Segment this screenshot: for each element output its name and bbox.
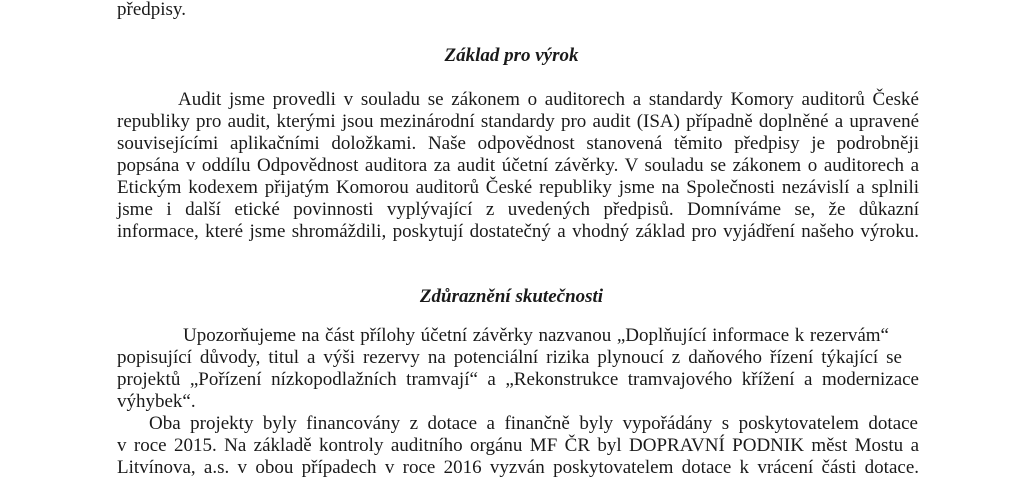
paragraph-line: republiky pro audit, kterými jsou mezinárodní standardy pro audit (ISA) případně doplněné a upravené (117, 111, 919, 132)
paragraph-line: Oba projekty byly financovány z dotace a finančně byly vypořádány s poskytovatelem dotace (149, 413, 918, 434)
paragraph-line: výhybek“. (117, 391, 196, 412)
section-heading-emphasis-of-matter: Zdůraznění skutečnosti (419, 286, 604, 307)
paragraph-line: popsána v oddílu Odpovědnost auditora za audit účetní závěrky. V souladu se zákonem o auditorech a (117, 155, 919, 176)
paragraph-line: Etickým kodexem přijatým Komorou auditorů České republiky jsme na Společnosti nezávislí a splnili (117, 177, 919, 198)
paragraph-line: Litvínova, a.s. v obou případech v roce 2016 vyzván poskytovatelem dotace k vrácení části dotace. (117, 457, 919, 478)
paragraph-line: jsme i další etické povinnosti vyplývající z uvedených předpisů. Domníváme se, že důkazní (117, 199, 919, 220)
paragraph-line: Upozorňujeme na část přílohy účetní závěrky nazvanou „Doplňující informace k rezervám“ (183, 325, 889, 346)
paragraph-line: informace, které jsme shromáždili, poskytují dostatečný a vhodný základ pro vyjádření našeho výroku. (117, 221, 919, 242)
section-heading-basis-for-opinion: Základ pro výrok (444, 45, 579, 66)
paragraph-line: Audit jsme provedli v souladu se zákonem o auditorech a standardy Komory auditorů České (178, 89, 919, 110)
paragraph-line: popisující důvody, titul a výši rezervy na potenciální rizika plynoucí z daňového řízení týkající se (117, 347, 902, 368)
paragraph-line: souvisejícími aplikačními doložkami. Naše odpovědnost stanovená těmito předpisy je podrobněji (117, 133, 919, 154)
paragraph-line: v roce 2015. Na základě kontroly auditního orgánu MF ČR byl DOPRAVNÍ PODNIK měst Mostu a (117, 435, 919, 456)
paragraph-line: projektů „Pořízení nízkopodlažních tramvají“ a „Rekonstrukce tramvajového křížení a modernizace (117, 369, 919, 390)
previous-paragraph-end: předpisy. (117, 0, 186, 20)
